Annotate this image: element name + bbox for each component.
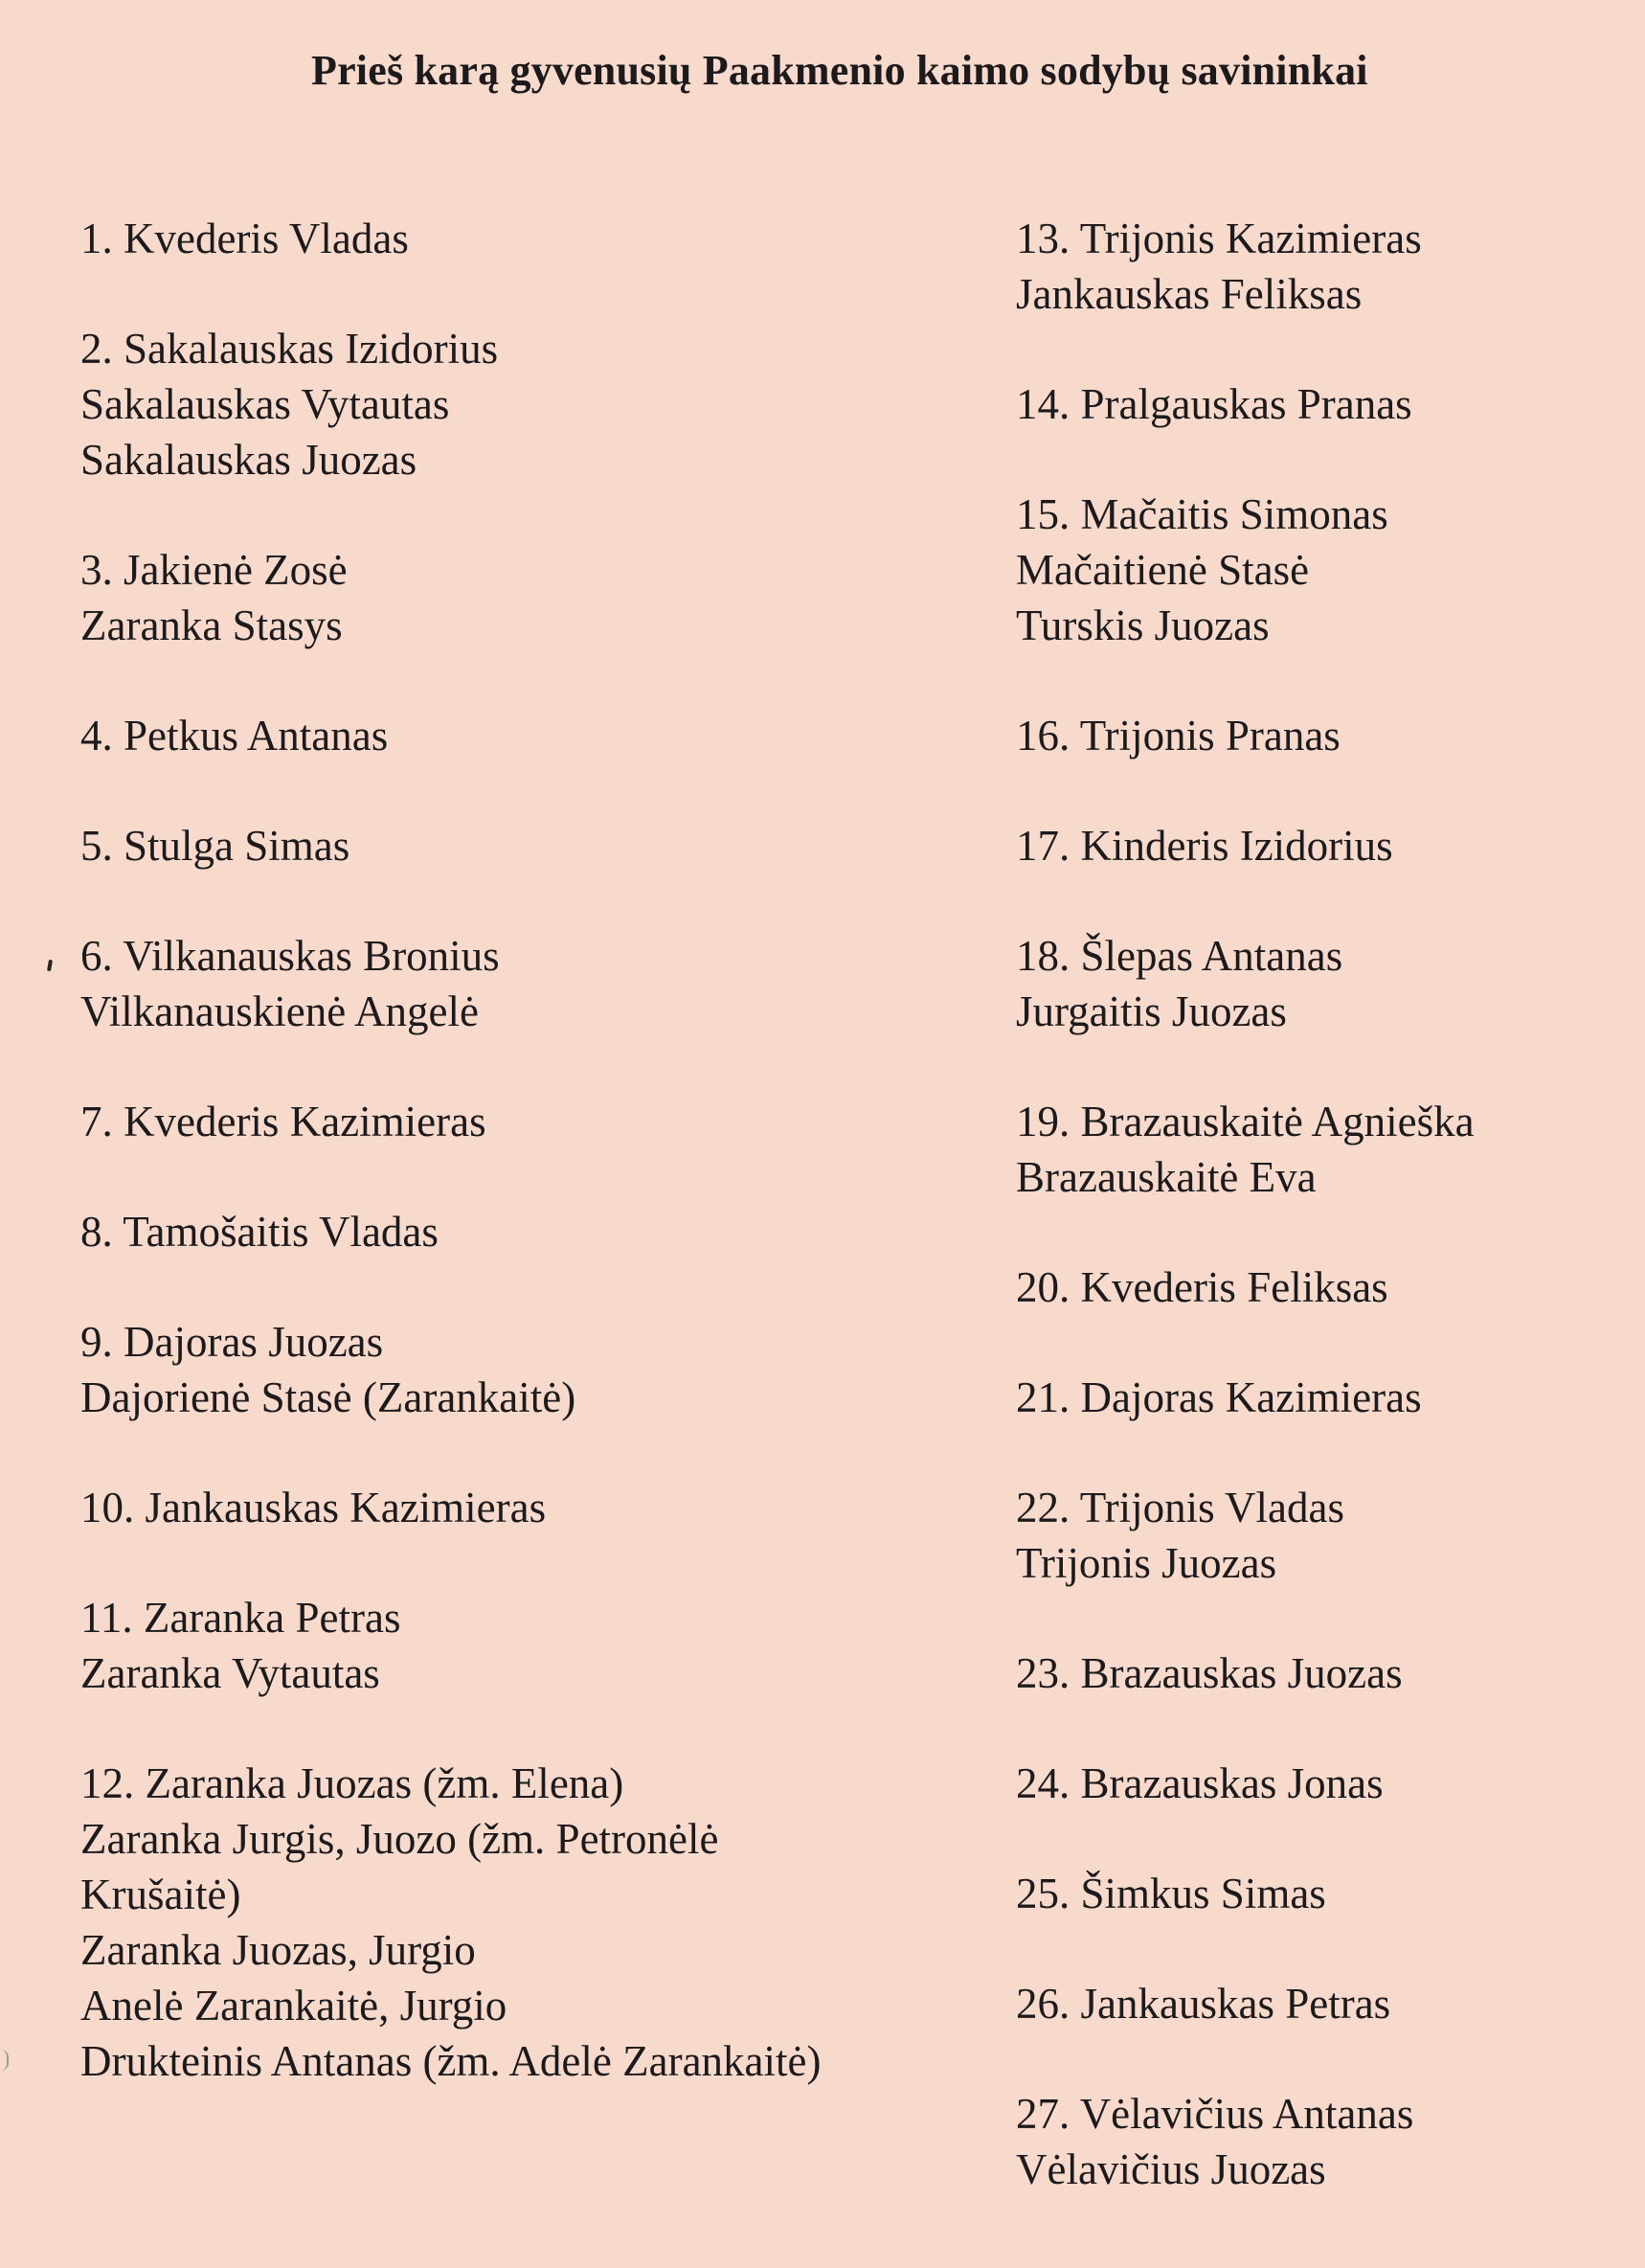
owner-entry-first-line [80, 1204, 942, 1259]
owner-entry-line: Brazauskaitė Eva [1016, 1153, 1317, 1201]
entry-number: 16. [1016, 712, 1070, 760]
owner-entry [80, 818, 942, 873]
owner-entry-first-line [80, 708, 942, 763]
owner-entry [80, 1590, 942, 1701]
owner-entry-first-line [80, 1756, 942, 1811]
owner-entry-first-line [1016, 1756, 1629, 1811]
owner-entry-first-line [1016, 1370, 1629, 1425]
entry-number: 6. [80, 932, 113, 980]
owner-entry-line: Jurgaitis Juozas [1016, 987, 1287, 1035]
owner-entry-first-line [1016, 1976, 1629, 2031]
entry-number: 3. [80, 546, 113, 594]
owner-name: Brazauskas Juozas [1080, 1649, 1403, 1697]
scan-edge-mark [0, 2050, 9, 2071]
owner-entry-first-line [80, 211, 942, 266]
owner-entry-first-line [1016, 928, 1629, 984]
owner-entry-line: Vilkanauskienė Angelė [80, 987, 479, 1035]
owner-entry-line: Zaranka Stasys [80, 601, 343, 649]
owner-name: Kvederis Kazimieras [124, 1098, 486, 1145]
entry-number: 1. [80, 215, 113, 262]
owner-entry-first-line [80, 542, 942, 598]
owner-entry-line: Sakalauskas Juozas [80, 436, 417, 484]
owner-entry-first-line [80, 1094, 942, 1149]
entry-number: 2. [80, 325, 113, 373]
owner-entry [80, 1480, 942, 1535]
owner-entry [1016, 818, 1629, 873]
owner-entry-first-line [1016, 487, 1629, 542]
owner-entry [80, 1094, 942, 1149]
owner-entry-line: Vėlavičius Juozas [1016, 2145, 1326, 2193]
owner-entry [80, 928, 942, 1039]
owner-entry-line: Sakalauskas Vytautas [80, 380, 450, 428]
owner-name: Trijonis Vladas [1079, 1484, 1344, 1531]
owner-entry [1016, 1645, 1629, 1701]
entry-number: 21. [1016, 1373, 1070, 1421]
entry-number: 22. [1016, 1484, 1070, 1531]
entry-number: 8. [80, 1208, 113, 1256]
entry-number: 19. [1016, 1098, 1070, 1145]
owner-name: Kvederis Feliksas [1080, 1263, 1388, 1311]
owner-name: Trijonis Kazimieras [1079, 215, 1422, 262]
owner-name: Kvederis Vladas [124, 215, 409, 262]
owner-entry [1016, 1370, 1629, 1425]
owner-entry [1016, 1480, 1629, 1591]
owner-entry [80, 321, 942, 488]
owner-name: Vėlavičius Antanas [1079, 2090, 1414, 2138]
owner-entry-line: Drukteinis Antanas (žm. Adelė Zarankaitė) [80, 2037, 822, 2085]
owner-entry-first-line [80, 321, 942, 376]
owner-entry-line: Trijonis Juozas [1016, 1539, 1277, 1587]
owner-entry-first-line [1016, 818, 1629, 873]
entry-number: 13. [1016, 215, 1070, 262]
owner-entry-first-line [1016, 376, 1629, 432]
entry-number: 24. [1016, 1759, 1070, 1807]
owner-name: Brazauskaitė Agnieška [1080, 1098, 1475, 1145]
owner-entry-line: Krušaitė) [80, 1871, 241, 1918]
owner-name: Stulga Simas [124, 822, 350, 870]
stray-ink-mark [47, 960, 53, 972]
page-title: Prieš karą gyvenusių Paakmenio kaimo sodybų savininkai [311, 47, 1368, 94]
owner-entry-first-line [1016, 1094, 1629, 1149]
entry-number: 14. [1016, 380, 1070, 428]
owner-name: Šlepas Antanas [1080, 932, 1343, 980]
owner-name: Zaranka Petras [143, 1594, 401, 1642]
entry-number: 15. [1016, 490, 1070, 538]
owner-name: Kinderis Izidorius [1080, 822, 1393, 870]
owner-entry-line: Anelė Zarankaitė, Jurgio [80, 1982, 507, 2030]
entry-number: 20. [1016, 1263, 1070, 1311]
owner-name: Zaranka Juozas (žm. Elena) [145, 1759, 624, 1807]
owner-entry [80, 1756, 942, 2089]
owner-entry-first-line [1016, 708, 1629, 763]
entry-number: 4. [80, 712, 113, 760]
owner-name: Petkus Antanas [124, 712, 389, 760]
owner-name: Brazauskas Jonas [1080, 1759, 1384, 1807]
owner-entry [1016, 211, 1629, 322]
entry-number: 5. [80, 822, 113, 870]
owner-name: Tamošaitis Vladas [123, 1208, 439, 1256]
right-column [1016, 211, 1629, 2252]
owner-entry-first-line [80, 818, 942, 873]
owner-entry [1016, 1259, 1629, 1315]
owner-entry [80, 1314, 942, 1425]
owner-entry [1016, 708, 1629, 763]
owner-entry [80, 1204, 942, 1259]
entry-number: 27. [1016, 2090, 1070, 2138]
owner-name: Vilkanauskas Bronius [123, 932, 500, 980]
owner-entry-line: Dajorienė Stasė (Zarankaitė) [80, 1373, 576, 1421]
owner-name: Šimkus Simas [1080, 1870, 1326, 1917]
entry-number: 25. [1016, 1870, 1070, 1917]
owner-entry-line: Mačaitienė Stasė [1016, 546, 1310, 594]
owner-entry [80, 708, 942, 763]
entry-number: 12. [80, 1759, 135, 1807]
owner-entry-line: Zaranka Juozas, Jurgio [80, 1926, 476, 1974]
owner-entry-first-line [80, 1480, 942, 1535]
entry-number: 26. [1016, 1980, 1070, 2028]
entry-number: 11. [80, 1594, 133, 1642]
owner-entry-first-line [1016, 2086, 1629, 2142]
owner-entry-first-line [80, 928, 942, 984]
owner-name: Dajoras Kazimieras [1080, 1373, 1422, 1421]
owner-entry [1016, 1976, 1629, 2031]
owner-entry-first-line [80, 1590, 942, 1645]
entry-number: 17. [1016, 822, 1070, 870]
owner-entry [1016, 2086, 1629, 2197]
owner-entry [1016, 1756, 1629, 1811]
entry-number: 9. [80, 1318, 113, 1366]
owner-name: Trijonis Pranas [1079, 712, 1341, 760]
owner-entry [1016, 1866, 1629, 1921]
owner-entry [1016, 376, 1629, 432]
owner-entry [1016, 487, 1629, 653]
owner-name: Jakienė Zosė [124, 546, 348, 594]
entry-number: 18. [1016, 932, 1070, 980]
entry-number: 23. [1016, 1649, 1070, 1697]
owner-entry-first-line [1016, 1480, 1629, 1535]
owner-name: Dajoras Juozas [124, 1318, 384, 1366]
owner-entry-first-line [1016, 1259, 1629, 1315]
owner-name: Pralgauskas Pranas [1080, 380, 1412, 428]
owner-name: Sakalauskas Izidorius [124, 325, 499, 373]
owner-entry [80, 542, 942, 653]
left-column [80, 211, 942, 2143]
owner-name: Mačaitis Simonas [1080, 490, 1388, 538]
owner-entry [1016, 1094, 1629, 1205]
owner-name: Jankauskas Kazimieras [145, 1484, 547, 1531]
entry-number: 7. [80, 1098, 113, 1145]
owner-entry-line: Zaranka Vytautas [80, 1649, 380, 1697]
owner-entry-line: Turskis Juozas [1016, 601, 1270, 649]
owner-name: Jankauskas Petras [1080, 1980, 1391, 2028]
owner-entry-first-line [1016, 1866, 1629, 1921]
entry-number: 10. [80, 1484, 135, 1531]
owner-entry-first-line [1016, 211, 1629, 266]
owner-entry [1016, 928, 1629, 1039]
owner-entry [80, 211, 942, 266]
owner-entry-first-line [1016, 1645, 1629, 1701]
owner-entry-first-line [80, 1314, 942, 1370]
owner-entry-line: Jankauskas Feliksas [1016, 270, 1363, 318]
owner-entry-line: Zaranka Jurgis, Juozo (žm. Petronėlė [80, 1815, 719, 1863]
